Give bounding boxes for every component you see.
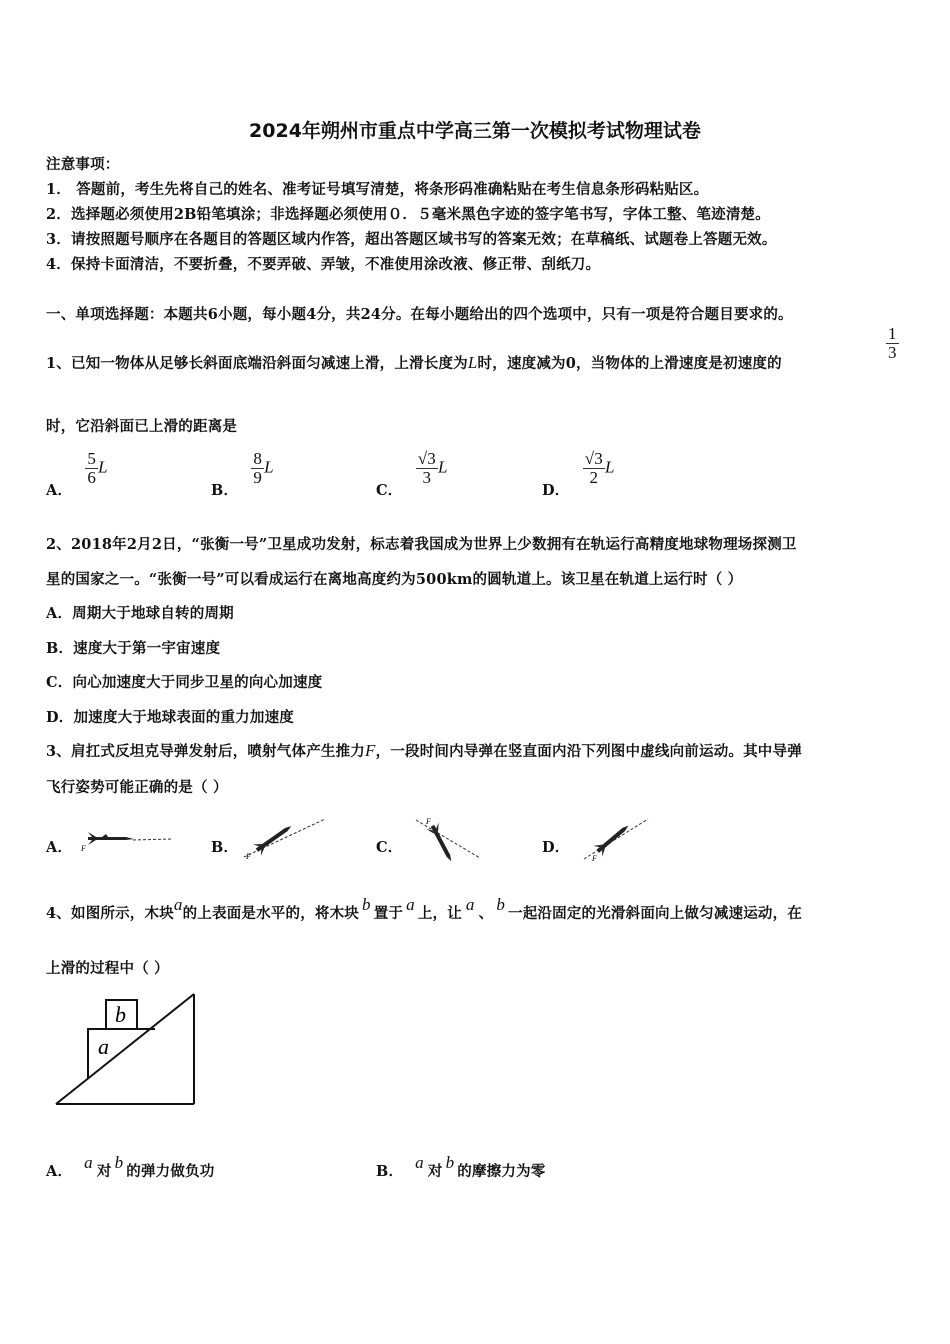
variable-L: L <box>98 457 108 477</box>
missile-icon <box>253 820 295 856</box>
missile-icon <box>593 820 633 856</box>
question-4-text <box>46 895 803 923</box>
fraction-denominator: 6 <box>87 467 97 487</box>
q1-option-d[interactable] <box>542 449 615 500</box>
block-a-label: a <box>98 1034 109 1059</box>
force-label-f: F <box>592 854 597 863</box>
missile-diagram-c <box>410 812 485 864</box>
fraction-numerator: 1 <box>888 324 897 343</box>
variable-L: L <box>604 457 615 477</box>
question-1-text <box>46 352 782 373</box>
q4-text-part: 4、如图所示，木块 <box>46 905 174 922</box>
q4-text-part: 置于 <box>373 905 404 922</box>
force-label-f: F <box>246 852 251 861</box>
q1-option-a[interactable] <box>46 449 108 500</box>
variable-a: a <box>465 895 475 914</box>
option-label: B． <box>376 1163 404 1180</box>
option-fraction <box>416 450 438 487</box>
q2-option-b[interactable]: B．速度大于第一宇宙速度 <box>46 640 221 657</box>
option-label: C． <box>376 482 403 500</box>
variable-F: F <box>365 741 376 760</box>
section-heading: 一、单项选择题：本题共6小题，每小题4分，共24分。在每小题给出的四个选项中，只有一项是符合题目要求的。 <box>46 306 793 323</box>
q1-option-c[interactable] <box>376 449 448 500</box>
block-b-label: b <box>115 1002 126 1027</box>
q2-option-c[interactable]: C．向心加速度大于同步卫星的向心加速度 <box>46 674 323 691</box>
incline-diagram <box>52 990 202 1110</box>
variable-L: L <box>437 457 448 477</box>
question-3-text <box>46 740 802 761</box>
notice-item: 1． 答题前，考生先将自己的姓名、准考证号填写清楚，将条形码准确粘贴在考生信息条形码粘贴区。 <box>46 181 709 198</box>
variable-a: a <box>84 1153 93 1172</box>
fraction-denominator: 9 <box>253 467 263 487</box>
q4-text-part: 一起沿固定的光滑斜面向上做匀减速运动，在 <box>508 905 803 922</box>
missile-diagram-d <box>580 815 652 865</box>
option-text-part: 的弹力做负功 <box>126 1163 215 1180</box>
q3-text-part: 3、肩扛式反坦克导弹发射后，喷射气体产生推力 <box>46 743 365 760</box>
question-3-text-line2: 飞行姿势可能正确的是（ ） <box>46 779 228 796</box>
notice-heading: 注意事项： <box>46 156 120 173</box>
notice-item: 2．选择题必须使用2B铅笔填涂；非选择题必须使用０．５毫米黑色字迹的签字笔书写，字体工整、笔迹清楚。 <box>46 206 770 223</box>
force-label-f: F <box>426 817 431 826</box>
q1-text-part: 1、已知一物体从足够长斜面底端沿斜面匀减速上滑，上滑长度为 <box>46 355 468 372</box>
option-label: A． <box>46 482 73 500</box>
option-fraction <box>583 450 605 487</box>
variable-b: b <box>445 1153 455 1172</box>
variable-a: a <box>415 1153 424 1172</box>
q2-option-a[interactable]: A．周期大于地球自转的周期 <box>46 605 234 622</box>
q4-text-part: 上，让 <box>417 905 462 922</box>
q3-option-c-label[interactable]: C． <box>376 839 403 856</box>
option-text-part: 对 <box>96 1163 112 1180</box>
variable-b: b <box>496 895 506 914</box>
missile-icon <box>88 832 134 845</box>
fraction-numerator: √3 <box>417 449 436 468</box>
q2-option-d[interactable]: D．加速度大于地球表面的重力加速度 <box>46 709 294 726</box>
variable-b: b <box>362 895 371 914</box>
notice-item: 4．保持卡面清洁，不要折叠，不要弄破、弄皱，不准使用涂改液、修正带、刮纸刀。 <box>46 256 601 273</box>
fraction-one-third <box>886 325 899 362</box>
q4-text-part: 的上表面是水平的，将木块 <box>182 905 359 922</box>
q4-option-b[interactable] <box>376 1153 546 1181</box>
fraction-numerator: 5 <box>87 449 97 468</box>
question-2-text-line2: 星的国家之一。“张衡一号”可以看成运行在离地高度约为500km的圆轨道上。该卫星在轨道上运行时（ ） <box>46 571 743 588</box>
trajectory-line <box>133 839 172 840</box>
variable-b: b <box>114 1153 124 1172</box>
fraction-denominator: 3 <box>422 467 432 487</box>
question-1-text-line2: 时，它沿斜面已上滑的距离是 <box>46 418 238 435</box>
option-label: D． <box>542 482 570 500</box>
variable-a: a <box>406 895 415 914</box>
q3-text-part: ，一段时间内导弹在竖直面内沿下列图中虚线向前运动。其中导弹 <box>375 743 802 760</box>
option-fraction <box>85 450 98 487</box>
fraction-numerator: √3 <box>584 449 603 468</box>
option-label: A． <box>46 1163 73 1180</box>
option-label: B． <box>211 482 239 500</box>
force-label-f: F <box>81 844 86 853</box>
option-fraction <box>251 450 264 487</box>
q3-option-d-label[interactable]: D． <box>542 839 570 856</box>
trajectory-line <box>244 819 325 857</box>
question-4-text-line2: 上滑的过程中（ ） <box>46 960 169 977</box>
option-text-part: 的摩擦力为零 <box>457 1163 546 1180</box>
missile-diagram-b <box>240 815 330 863</box>
fraction-denominator: 3 <box>888 342 897 362</box>
variable-L: L <box>467 353 478 372</box>
q3-option-a-label[interactable]: A． <box>46 839 73 856</box>
q1-option-b[interactable] <box>211 449 274 500</box>
notice-item: 3．请按照题号顺序在各题目的答题区域内作答，超出答题区域书写的答案无效；在草稿纸、试题卷上答题无效。 <box>46 231 777 248</box>
q3-option-b-label[interactable]: B． <box>211 839 239 856</box>
fraction-numerator: 8 <box>253 449 263 468</box>
variable-a: a <box>173 895 183 914</box>
question-2-text: 2、2018年2月2日，“张衡一号”卫星成功发射，标志着我国成为世界上少数拥有在轨运行高精度地球物理场探测卫 <box>46 536 797 553</box>
fraction-denominator: 2 <box>589 467 599 487</box>
q1-text-part: 时，速度减为0，当物体的上滑速度是初速度的 <box>477 355 782 372</box>
option-text-part: 对 <box>427 1163 443 1180</box>
q4-option-a[interactable] <box>46 1153 215 1181</box>
trajectory-line <box>584 819 648 859</box>
q4-text-part: 、 <box>478 905 494 922</box>
variable-L: L <box>264 457 274 477</box>
missile-diagram-a <box>78 825 173 855</box>
page-title: 2024年朔州市重点中学高三第一次模拟考试物理试卷 <box>249 120 701 142</box>
